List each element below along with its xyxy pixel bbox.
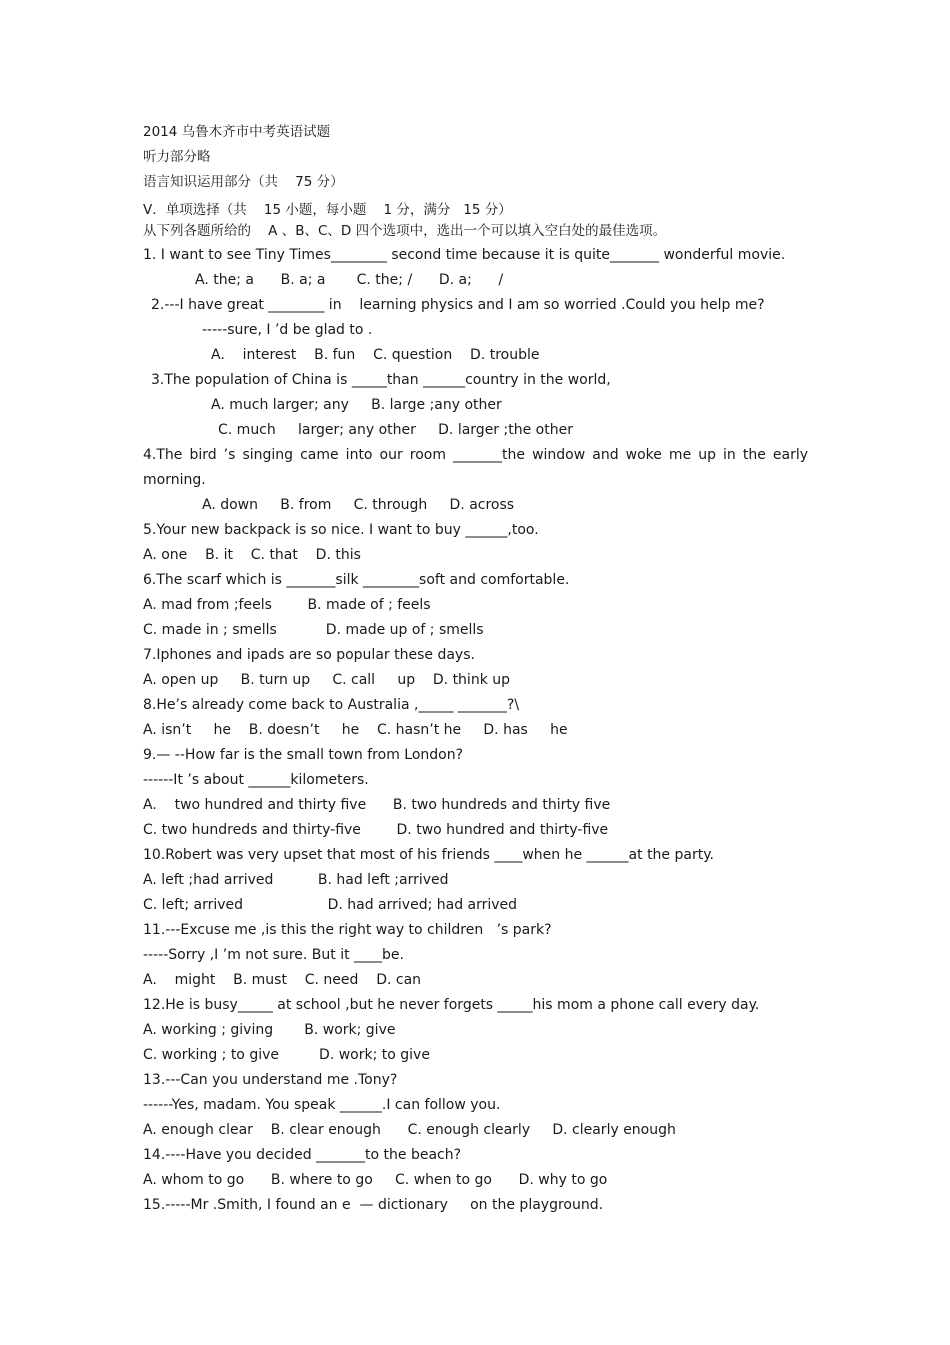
question-10-options-cd: C. left; arrived D. had arrived; had arrived <box>143 897 518 913</box>
question-2-dialogue: -----sure, I ’d be glad to . <box>202 322 373 338</box>
question-1-options: A. the; a B. a; a C. the; / D. a; / <box>195 272 504 288</box>
question-6-options-cd: C. made in ; smells D. made up of ; smells <box>143 622 484 638</box>
question-9-stem: 9.— --How far is the small town from London? <box>143 747 464 763</box>
section-header: 语言知识运用部分（共 75 分） <box>143 174 344 190</box>
question-13-dialogue: ------Yes, madam. You speak ______.I can follow you. <box>143 1097 501 1113</box>
question-4-options: A. down B. from C. through D. across <box>202 497 515 513</box>
listening-note: 听力部分略 <box>143 149 211 165</box>
question-13-options: A. enough clear B. clear enough C. enough clearly D. clearly enough <box>143 1122 676 1138</box>
question-3-stem: 3.The population of China is _____than ______country in the world, <box>151 372 611 388</box>
question-10-stem: 10.Robert was very upset that most of his friends ____when he ______at the party. <box>143 847 714 863</box>
question-14-stem: 14.----Have you decided _______to the beach? <box>143 1147 462 1163</box>
question-12-stem: 12.He is busy_____ at school ,but he never forgets _____his mom a phone call every day. <box>143 997 760 1013</box>
part-v-instruction: 从下列各题所给的 A 、B、C、D 四个选项中，选出一个可以填入空白处的最佳选项。 <box>143 223 667 239</box>
question-8-stem: 8.He’s already come back to Australia ,_____ _______?\ <box>143 697 520 713</box>
question-5-options: A. one B. it C. that D. this <box>143 547 361 563</box>
question-4-stem: 4.The bird ’s singing came into our room _______the window and woke me up in the early <box>143 447 808 463</box>
question-1-stem: 1. I want to see Tiny Times________ second time because it is quite_______ wonderful movie. <box>143 247 786 263</box>
question-3-options-cd: C. much larger; any other D. larger ;the other <box>218 422 573 438</box>
question-5-stem: 5.Your new backpack is so nice. I want to buy ______,too. <box>143 522 539 538</box>
question-11-options: A. might B. must C. need D. can <box>143 972 422 988</box>
question-14-options: A. whom to go B. where to go C. when to go D. why to go <box>143 1172 608 1188</box>
question-11-dialogue: -----Sorry ,I ’m not sure. But it ____be. <box>143 947 404 963</box>
question-4-stem-cont: morning. <box>143 472 206 488</box>
question-13-stem: 13.---Can you understand me .Tony? <box>143 1072 398 1088</box>
question-9-dialogue: ------It ’s about ______kilometers. <box>143 772 369 788</box>
question-9-options-ab: A. two hundred and thirty five B. two hundreds and thirty five <box>143 797 611 813</box>
exam-title: 2014 乌鲁木齐市中考英语试题 <box>143 124 331 140</box>
question-10-options-ab: A. left ;had arrived B. had left ;arrived <box>143 872 449 888</box>
question-6-stem: 6.The scarf which is _______silk ________soft and comfortable. <box>143 572 570 588</box>
question-12-options-ab: A. working ; giving B. work; give <box>143 1022 396 1038</box>
question-8-options: A. isn’t he B. doesn’t he C. hasn’t he D. has he <box>143 722 568 738</box>
question-15-stem: 15.-----Mr .Smith, I found an e — dictionary on the playground. <box>143 1197 604 1213</box>
question-7-stem: 7.Iphones and ipads are so popular these days. <box>143 647 475 663</box>
question-2-options: A. interest B. fun C. question D. trouble <box>211 347 540 363</box>
exam-page <box>143 120 808 1218</box>
question-2-stem: 2.---I have great ________ in learning physics and I am so worried .Could you help me? <box>151 297 765 313</box>
question-7-options: A. open up B. turn up C. call up D. think up <box>143 672 511 688</box>
question-9-options-cd: C. two hundreds and thirty-five D. two hundred and thirty-five <box>143 822 609 838</box>
question-12-options-cd: C. working ; to give D. work; to give <box>143 1047 430 1063</box>
question-3-options-ab: A. much larger; any B. large ;any other <box>211 397 502 413</box>
question-11-stem: 11.---Excuse me ,is this the right way to children ’s park? <box>143 922 552 938</box>
question-6-options-ab: A. mad from ;feels B. made of ; feels <box>143 597 431 613</box>
part-v-header: V．单项选择（共 15 小题，每小题 1 分，满分 15 分） <box>143 202 512 218</box>
